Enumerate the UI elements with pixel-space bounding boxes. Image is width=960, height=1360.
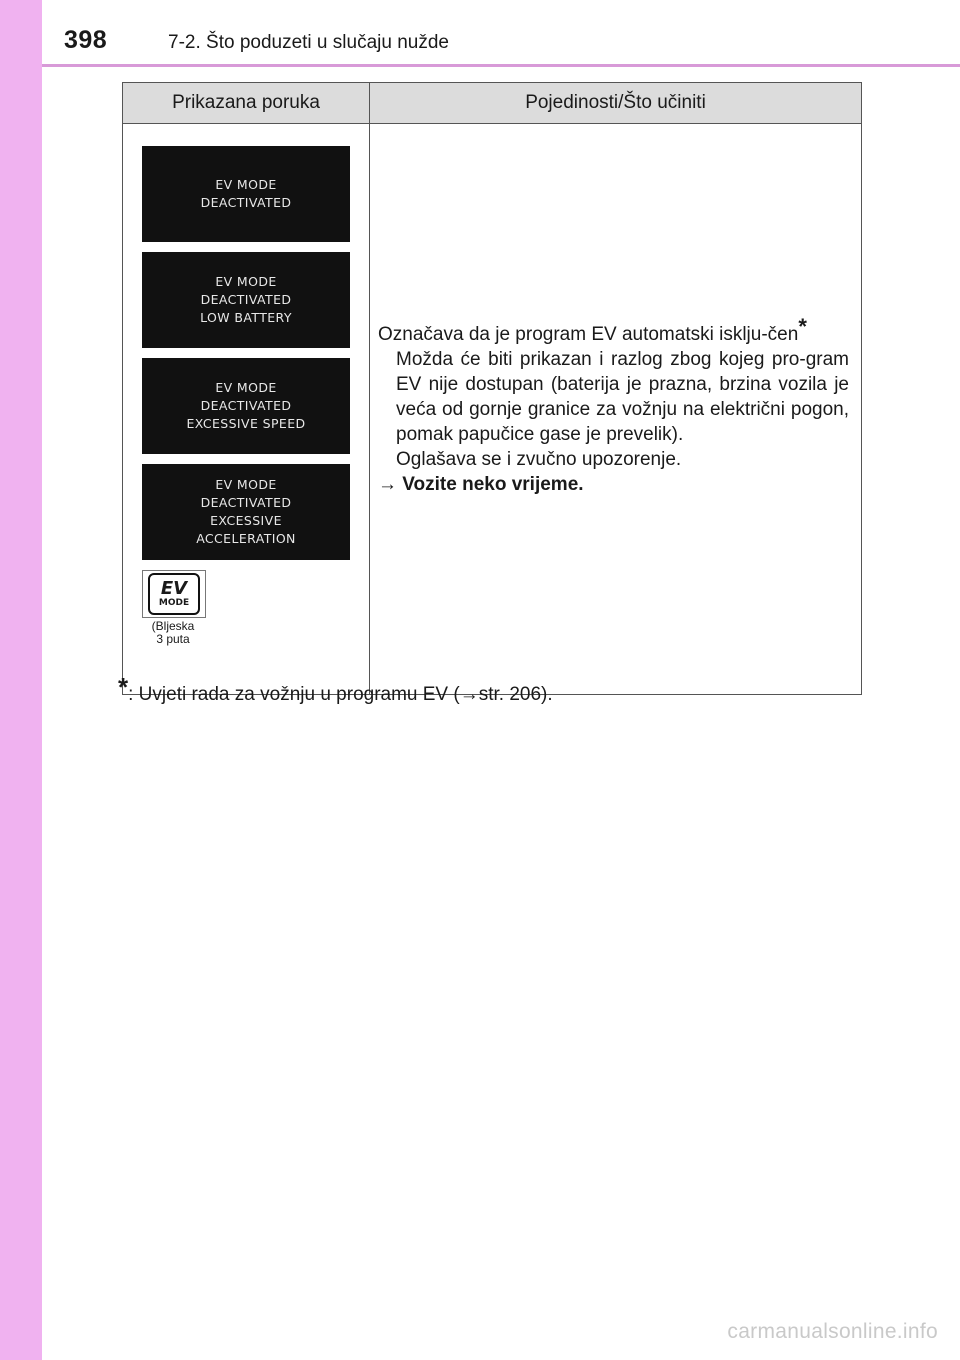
- action-instruction: [378, 472, 849, 497]
- display-line: DEACTIVATED: [200, 398, 292, 413]
- column-header-details: Pojedinosti/Što učiniti: [370, 83, 862, 124]
- table-header-row: [123, 83, 862, 124]
- details-buzzer: Oglašava se i zvučno upozorenje.: [396, 448, 682, 470]
- message-table: [122, 82, 862, 695]
- details-intro: [378, 313, 849, 347]
- display-line: DEACTIVATED: [200, 195, 292, 210]
- flash-note-line1: (Bljeska: [151, 619, 195, 633]
- display-line: EV MODE: [215, 477, 277, 492]
- flash-note: [123, 620, 223, 646]
- footnote: [118, 672, 553, 706]
- column-header-message: Prikazana poruka: [123, 83, 370, 124]
- header-divider: [42, 64, 960, 67]
- intro-text: Označava da je program EV automatski isklju-čen: [378, 323, 799, 345]
- ev-indicator-box: [142, 570, 206, 618]
- footnote-marker: *: [798, 313, 807, 339]
- arrow-icon: →: [459, 684, 479, 705]
- display-ev-mode-deactivated: [142, 146, 350, 242]
- section-title: 7-2. Što poduzeti u slučaju nužde: [168, 32, 449, 53]
- display-line: EXCESSIVE: [210, 513, 282, 528]
- display-line: LOW BATTERY: [200, 310, 292, 325]
- chapter-side-tab: [0, 0, 42, 1360]
- mode-icon-label: MODE: [158, 598, 190, 608]
- display-line: ACCELERATION: [196, 531, 296, 546]
- footnote-star: *: [118, 672, 129, 702]
- display-low-battery: [142, 252, 350, 348]
- display-line: DEACTIVATED: [200, 292, 292, 307]
- display-line: EXCESSIVE SPEED: [186, 416, 306, 431]
- display-excessive-acceleration: [142, 464, 350, 560]
- table-row: [123, 124, 862, 695]
- page-number: 398: [64, 26, 108, 54]
- details-cell: [370, 124, 862, 695]
- display-line: EV MODE: [215, 380, 277, 395]
- footnote-text-after: str. 206).: [478, 684, 553, 705]
- display-line: EV MODE: [215, 177, 277, 192]
- display-excessive-speed: [142, 358, 350, 454]
- details-reason: Možda će biti prikazan i razlog zbog kojeg pro-gram EV nije dostupan (baterija je prazna, brzina vozila je veća od gornje granice za vožnju na električni pogon, pomak papučice gase je prevelik).: [396, 348, 849, 445]
- message-cell: [123, 124, 370, 695]
- display-line: EV MODE: [215, 274, 277, 289]
- watermark: carmanualsonline.info: [727, 1320, 938, 1343]
- arrow-icon: →: [378, 473, 397, 495]
- flash-note-line2: 3 puta: [156, 632, 190, 646]
- ev-mode-icon: [148, 573, 200, 615]
- display-line: DEACTIVATED: [200, 495, 292, 510]
- footnote-text-before: : Uvjeti rada za vožnju u programu EV (: [128, 684, 460, 705]
- action-text: Vozite neko vrijeme.: [402, 473, 584, 495]
- ev-icon-label: EV: [160, 578, 188, 599]
